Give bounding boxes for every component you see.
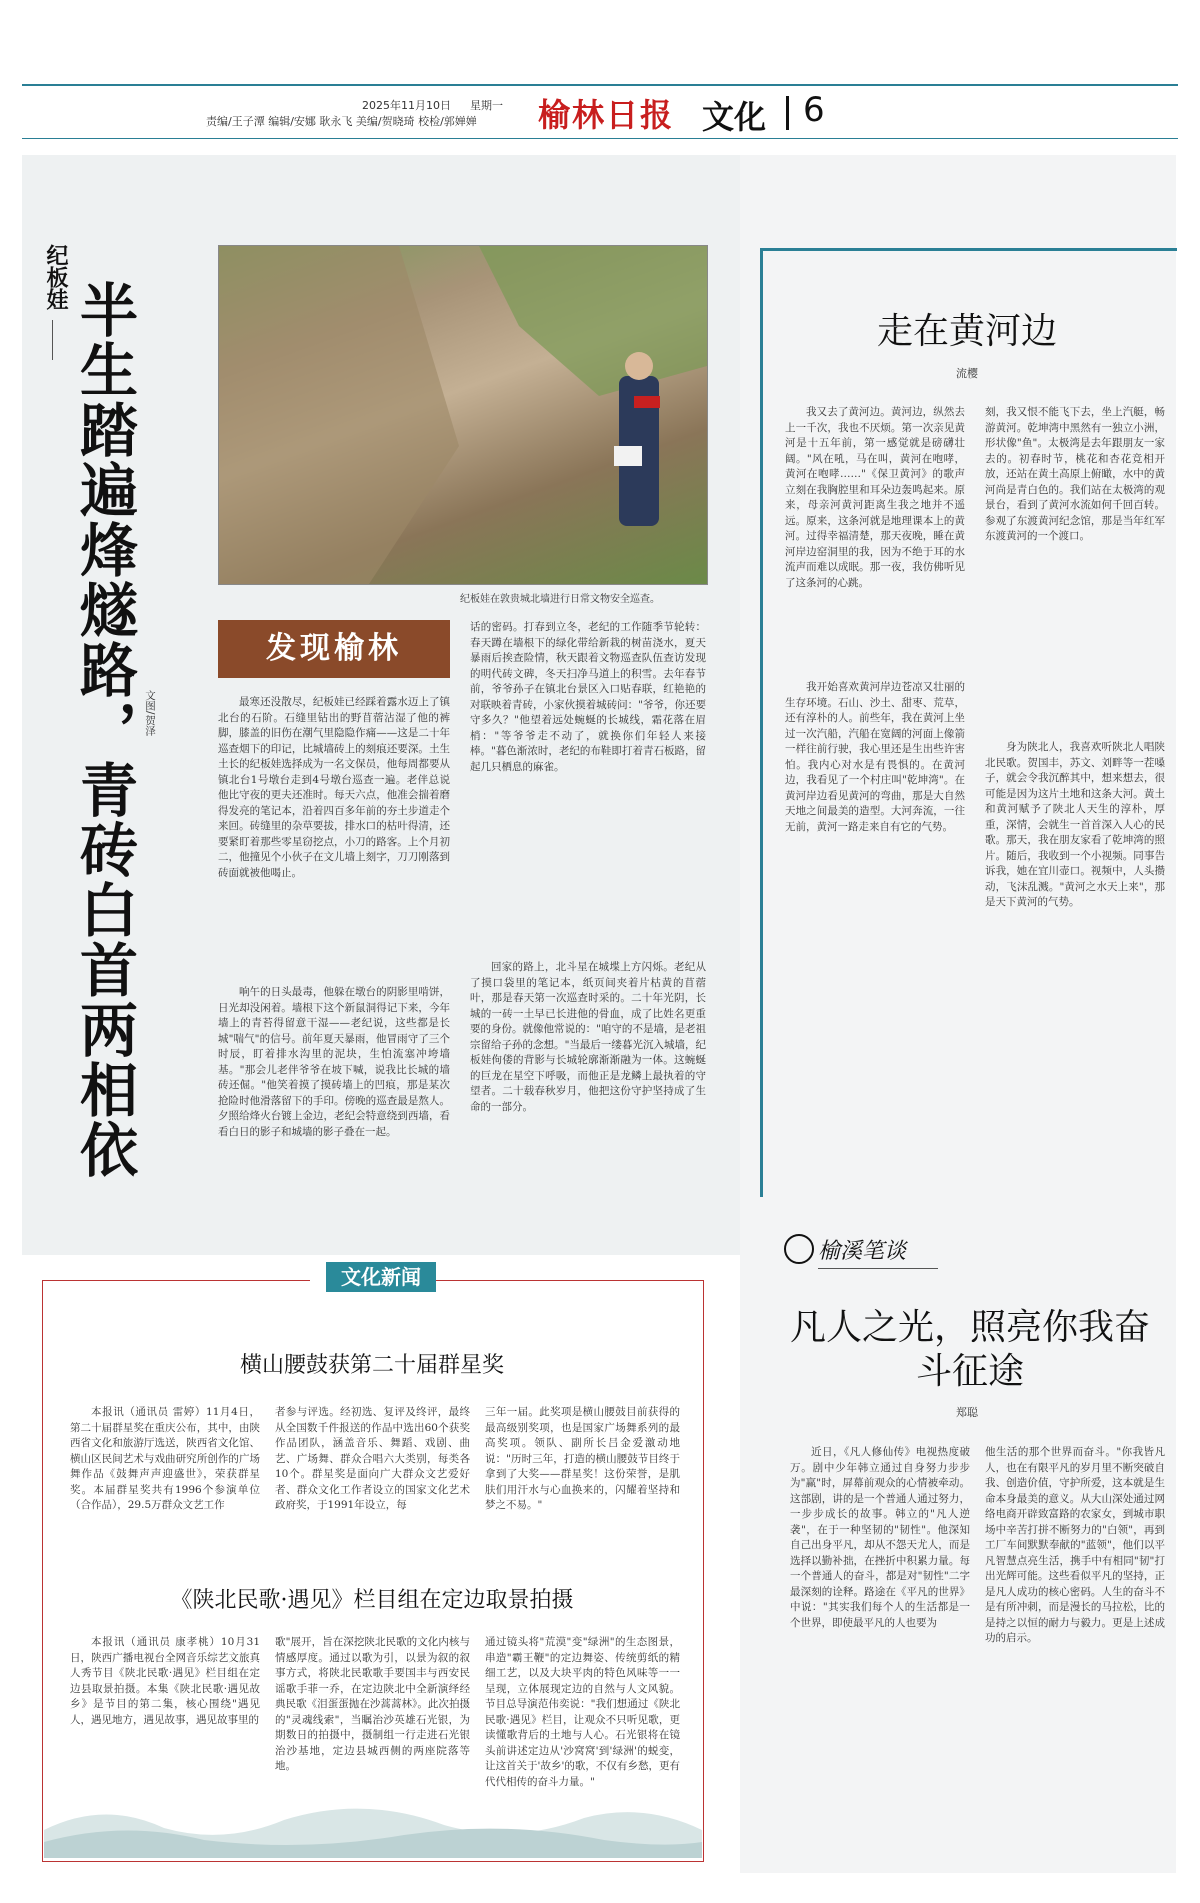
lead-col-1: 最寒还没散尽，纪板娃已经踩着露水迈上了镇北台的石阶。石缝里钻出的野苜蓿沾湿了他的裤脚，膝盖的旧伤在潮气里隐隐作痛——这是二十年巡查烟下的印记，比城墙砖上的刻痕还要深。土生土长的纪板娃选择成为一名文保员，他每周都要从镇北台1号墩台走到4号墩台巡查一遍。老伴总说他比守夜的更夫还准时。每天六点，他准会揣着磨得发亮的笔记本，沿着四百多年前的夯土步道走个来回。砖缝里的杂草要拔，排水口的枯叶得清，还要紧盯着那些零星窃挖点，小刀的路客。上个月初二，他撞见个小伙子在文儿墙上刻字，刀刀刚落到砖面就被他喝止。 [218, 696, 450, 879]
column-name: 榆溪笔谈 [818, 1239, 907, 1264]
essay-col-4: 身为陕北人，我喜欢听陕北人唱陕北民歌。贺国丰，苏文、刘畔等一茬嗓子，就会令我沉醉其中，想来想去，很可能是因为这片土地和这条大河。黄土和黄河赋予了陕北人天生的淳朴，厚重，深情，会就生一首首深入人心的民歌。那天，我在朋友家看了乾坤湾的照片。随后，我收到一个小视频。同事告诉我，她在宜川壶口。视频中，人头攒动，飞沫乱溅。"黄河之水天上来"，那是天下黄河的气势。 [985, 741, 1165, 908]
lead-photo-illustration [219, 246, 707, 584]
issue-weekday: 星期一 [470, 99, 503, 112]
essay-title: 走在黄河边 [876, 311, 1057, 352]
news1-col-3: 三年一届。此奖项是横山腰鼓目前获得的最高级别奖项，也是国家广场舞系列的最高奖项。领队、副所长吕金爱激动地说："历时三年，打造的横山腰鼓节目终于拿到了大奖——群星奖！这份荣誉，是肌肤们用汗水与心血换来的，闪耀着坚持和梦之不易。" [485, 1406, 680, 1511]
news1-col-1: 本报讯（通讯员 雷婷）11月4日，第二十届群星奖在重庆公布，其中，由陕西省文化和旅游厅选送，陕西省文化馆、横山区民间艺术与戏曲研究所创作的广场舞作品《鼓舞声声迎盛世》，荣获群星奖。本届群星奖共有1996个参演单位（合作品），29.5万群众文艺工作 [70, 1406, 260, 1511]
news-headline-2: 《陕北民歌·遇见》栏目组在定边取景拍摄 [170, 1588, 574, 1613]
lead-author: 文图/贺泽 [144, 690, 156, 736]
issue-date: 2025年11月10日 [362, 99, 451, 112]
sub-banner: 发现榆林 [218, 620, 450, 678]
news2-col-1: 本报讯（通讯员 康孝桃）10月31日，陕西广播电视台全网音乐综艺文旅真人秀节目《陕北民歌·遇见》栏目组在定边县取景拍摄。本集《陕北民歌·遇见故乡》是节目的第二集，核心围绕"遇见人，遇见地方，遇见故事，遇见故事里的 [70, 1636, 260, 1726]
mountain-illustration [44, 1790, 702, 1858]
section-name: 文化 [702, 98, 767, 136]
lead-column-tag-rule [52, 320, 53, 360]
page-number: 6 [803, 90, 825, 130]
news2-col-3: 通过镜头将"荒漠"变"绿洲"的生态图景，串造"霸王鞭"的定边舞姿、传统剪纸的精细工艺，以及大块平肉的特色风味等一一呈现，立体展现定边的自然与人文风貌。节目总导演范伟奕说："我们想通过《陕北民歌·遇见》栏目，让观众不只听见歌，更读懂歌背后的土地与人心。石光银将在镜头前讲述定边从'沙窝窝'到'绿洲'的蜕变，让这首关于'故乡'的歌，不仅有乡愁，更有代代相传的奋斗力量。" [485, 1636, 680, 1788]
essay-col-3: 刻，我又恨不能飞下去，坐上汽艇，畅游黄河。乾坤湾中黑然有一独立小洲，形状像"鱼"。太极湾是去年跟朋友一家去的。初春时节，桃花和杏花竞相开放，还站在黄土高原上俯瞰，水中的黄河尚是青白色的。我们站在太极湾的观景台，看到了黄河水流如何千回百转。参观了东渡黄河纪念馆，那是当年红军东渡黄河的一个渡口。 [985, 406, 1165, 542]
essay-col-1: 我又去了黄河边。黄河边，纵然去上一千次，我也不厌烦。第一次亲见黄河是十五年前，第一感觉就是磅礴壮阔。"风在吼，马在叫，黄河在咆哮，黄河在咆哮……"《保卫黄河》的歌声立刻在我胸腔里和耳朵边轰鸣起来。原来，母亲河黄河距离生我之地并不遥远。原来，这条河就是地理课本上的黄河。过得幸福清楚，那天夜晚，睡在黄河岸边窑洞里的我，因为不绝于耳的水流声而难以成眠。那一夜，我仿佛听见了这条河的心跳。 [785, 406, 965, 589]
mountain-decoration [44, 1790, 702, 1858]
column-col-1: 近日，《凡人修仙传》电视热度破万。剧中少年韩立通过自身努力步步为"赢"时，屏幕前观众的心情被牵动。这部剧，讲的是一个普通人通过努力，一步步成长的故事。韩立的"凡人逆袭"，在于一种坚韧的"韧性"。他深知自己出身平凡，却从不怨天尤人，而是选择以勤补拙，在挫折中积累力量。每一个普通人的奋斗，都是对"韧性"二字最深刻的诠释。路途在《平凡的世界》中说："其实我们每个人的生活都是一个世界，即使最平凡的人也要为 [790, 1446, 970, 1629]
header-top-rule [22, 84, 1178, 86]
column-head-icon [784, 1234, 814, 1264]
lead-photo [218, 245, 708, 585]
header-bottom-rule [22, 138, 1178, 139]
editor-credits: 责编/王子潭 编辑/安娜 耿永飞 美编/贺晓琦 校检/郭婵婵 [206, 115, 477, 128]
lead-title: 半生踏遍烽燧路，青砖白首两相依 [70, 280, 138, 1180]
lead-col-3: 话的密码。打春到立冬，老纪的工作随季节轮转：春天蹲在墙根下的绿化带给新栽的树苗浇水，夏天暴雨后挨查险情，秋天跟着文物巡查队伍查访发现的明代砖文碑，冬天扫净马道上的积雪。去年春节前，爷爷孙子在镇北台景区入口贴春联，红艳艳的对联映着青砖，小家伙摸着城砖问："爷爷，你还要守多久？"他望着远处蜿蜒的长城线，霜花落在眉梢："等爷爷走不动了，就换你们年轻人来接棒。"暮色渐浓时，老纪的布鞋即打着青石板路，留起几只栖息的麻雀。 [470, 621, 706, 773]
essay-author: 流樱 [956, 367, 978, 380]
news1-col-2: 者参与评选。经初选、复评及终评，最终从全国数千件报送的作品中选出60个获奖作品团队，涵盖音乐、舞蹈、戏剧、曲艺、广场舞、群众合唱六大类别，每类各10个。群星奖是面向广大群众文艺爱好者、群众文化工作者设立的国家文化艺术政府奖，于1991年设立，每 [275, 1406, 470, 1511]
news-headline-1: 横山腰鼓获第二十届群星奖 [239, 1353, 504, 1378]
column-head-rule [818, 1268, 938, 1269]
masthead-logo: 榆林日报 [538, 96, 675, 134]
news-tag: 文化新闻 [326, 1262, 436, 1292]
column-title: 凡人之光，照亮你我奋斗征途 [789, 1307, 1150, 1392]
news2-col-2: 歌"展开，旨在深挖陕北民歌的文化内核与情感厚度。通过以歌为引，以景为叙的叙事方式，将陕北民歌歌手要国丰与西安民谣歌手菲一乔，在定边陕北中全新演绎经典民歌《泪蛋蛋抛在沙蒿蒿林》。此次拍摄的"灵魂线索"，当瞩治沙英雄石光银，为期数日的拍摄中，摄制组一行走进石光银治沙基地，定边县城西侧的两座院落等地。 [275, 1636, 470, 1772]
essay-col-2: 我开始喜欢黄河岸边苍凉又壮丽的生存环境。石山、沙土、甜枣、荒草，还有淳朴的人。前些年，我在黄河上坐过一次汽船，汽船在宽阔的河面上像箭一样往前行驶，我心里还是生出些许害怕。我内心对水是有畏惧的。在黄河边，我看见了一个村庄叫"乾坤湾"。在黄河岸边看见黄河的弯曲，那是大自然天地之间最美的造型。大河奔流，一往无前，黄河一路走来自有它的气势。 [785, 681, 965, 833]
lead-photo-caption: 纪板娃在敦贵城北墙进行日常文物安全巡查。 [460, 594, 660, 605]
column-author: 郑聪 [956, 1406, 978, 1419]
lead-column-tag: 纪板娃 [43, 244, 68, 310]
lead-col-4: 回家的路上，北斗星在城堞上方闪烁。老纪从了摸口袋里的笔记本，纸页间夹着片枯黄的苜蓿叶，那是春天第一次巡查时采的。二十年光阴，长城的一砖一土早已长进他的骨血，成了比姓名更重要的身份。就像他常说的："咱守的不是墙，是老祖宗留给子孙的念想。"当最后一缕暮光沉入城墙，纪板娃佝偻的背影与长城轮廓渐渐融为一体。这蜿蜒的巨龙在星空下呼吸，而他正是龙鳞上最执着的守望者。二十载春秋岁月，他把这份守护坚持成了生命的一部分。 [470, 961, 706, 1113]
section-divider [786, 96, 789, 130]
column-col-2: 他生活的那个世界而奋斗。"你我皆凡人，也在有限平凡的岁月里不断突破自我、创造价值，守护所爱，这本就是生命本身最美的意义。从大山深处通过网络电商开辟致富路的农家女，到城市职场中辛苦打拼不断努力的"白领"，再到工厂车间默默奉献的"蓝领"，他们以平凡智慧点亮生活，携手中有相同"韧"打出光辉可能。这些看似平凡的坚持，正是凡人成功的核心密码。人生的奋斗不是有所冲刺，而是漫长的马拉松，比的是持之以恒的耐力与毅力。更是上述成功的启示。 [985, 1446, 1165, 1644]
lead-col-2: 响午的日头最毒，他躲在墩台的阴影里啃饼，日光却没闲着。墙根下这个新鼠洞得记下来，今年墙上的青苔得留意干湿——老纪说，这些都是长城"喘气"的信号。前年夏天暴雨，他冒雨守了三个时辰，盯着排水沟里的泥块，生怕流塞冲垮墙基。"那会儿老伴爷爷在坡下喊，说我比长城的墙砖还倔。"他笑着摸了摸砖墙上的凹痕，那是某次抢险时他滑落留下的手印。傍晚的巡查最是熬人。夕照给烽火台镀上金边，老纪会特意绕到西墙，看看白日的影子和城墙的影子叠在一起。 [218, 986, 450, 1138]
